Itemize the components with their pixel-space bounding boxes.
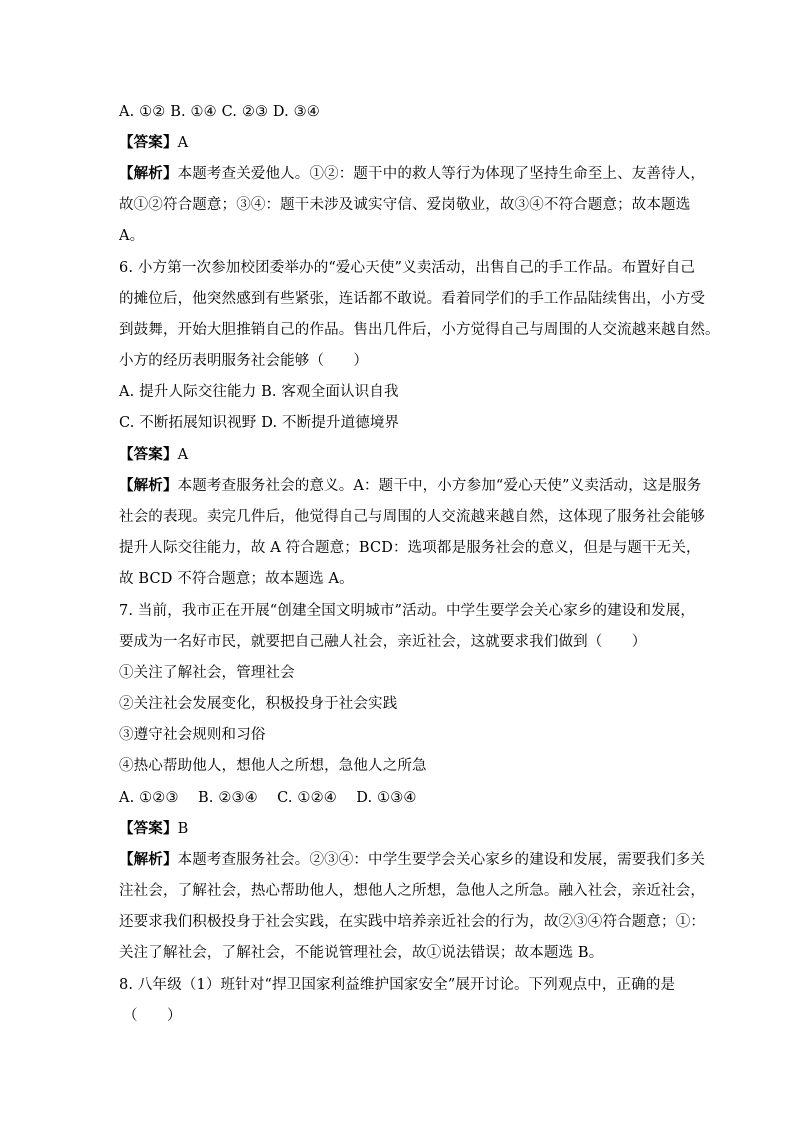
- q7-statement-3: ③遵守社会规则和习俗: [119, 727, 266, 743]
- answer-value: A: [177, 135, 189, 151]
- analysis-text: 本题考查服务社会的意义。A：题干中，小方参加“爱心天使”义卖活动，这是服务: [177, 478, 702, 494]
- q5-analysis-line-3: A。: [119, 228, 145, 244]
- analysis-label: 【解析】: [119, 851, 178, 868]
- answer-value: B: [177, 821, 189, 837]
- analysis-label: 【解析】: [119, 165, 178, 182]
- q6-stem-line-2: 的摊位后，他突然感到有些紧张，连话都不敢说。看着同学们的手工作品陆续售出，小方受: [119, 291, 705, 307]
- q6-answer: [119, 445, 687, 465]
- analysis-text: 本题考查服务社会。②③④：中学生要学会关心家乡的建设和发展，需要我们多关: [177, 852, 706, 868]
- answer-value: A: [177, 447, 189, 463]
- q6-stem-line-1: 6. 小方第一次参加校团委举办的“爱心天使”义卖活动，出售自己的手工作品。布置好自己: [119, 260, 696, 276]
- q7-analysis-line-2: 注社会，了解社会，热心帮助他人，想他人之所想，急他人之所急。融入社会，亲近社会，: [119, 883, 705, 899]
- q8-stem-line-1: 8. 八年级（1）班针对“捍卫国家利益维护国家安全”展开讨论。下列观点中，正确的是: [119, 977, 676, 993]
- q6-analysis-line-1: [119, 476, 702, 496]
- answer-label: 【答案】: [119, 446, 178, 463]
- q7-statement-2: ②关注社会发展变化，积极投身于社会实践: [119, 696, 398, 712]
- q6-stem-line-3: 到鼓舞，开始大胆推销自己的作品。售出几件后，小方觉得自己与周围的人交流越来越自然。: [119, 322, 720, 338]
- answer-label: 【答案】: [119, 820, 178, 837]
- q5-analysis-line-1: [119, 164, 706, 184]
- q7-analysis-line-3: 还要求我们积极投身于社会实践，在实践中培养亲近社会的行为，故②③④符合题意；①：: [119, 914, 705, 930]
- q7-options: A. ①②③ B. ②③④ C. ①②④ D. ①③④: [119, 790, 417, 806]
- q7-analysis-line-4: 关注了解社会，了解社会，不能说管理社会，故①说法错误；故本题选 B。: [119, 945, 604, 961]
- q6-analysis-line-2: 社会的表现。卖完几件后，他觉得自己与周围的人交流越来越自然，这体现了服务社会能够: [119, 509, 705, 525]
- q6-options-line-2: C. 不断拓展知识视野 D. 不断提升道德境界: [119, 415, 400, 431]
- q6-analysis-line-4: 故 BCD 不符合题意；故本题选 A。: [119, 571, 354, 587]
- q7-answer: [119, 819, 687, 839]
- answer-label: 【答案】: [119, 134, 178, 151]
- analysis-text: 本题考查关爱他人。①②：题干中的救人等行为体现了坚持生命至上、友善待人，: [177, 166, 706, 182]
- q6-options-line-1: A. 提升人际交往能力 B. 客观全面认识自我: [119, 384, 399, 400]
- q8-stem-line-2: （ ）: [123, 1008, 182, 1024]
- q5-analysis-line-2: 故①②符合题意；③④：题干未涉及诚实守信、爱岗敬业，故③④不符合题意；故本题选: [119, 197, 691, 213]
- q7-analysis-line-1: [119, 850, 706, 870]
- q6-analysis-line-3: 提升人际交往能力，故 A 符合题意；BCD：选项都是服务社会的意义，但是与题干无关，: [119, 540, 701, 556]
- q7-statement-4: ④热心帮助他人，想他人之所想，急他人之所急: [119, 758, 427, 774]
- q6-stem-line-4: 小方的经历表明服务社会能够（ ）: [119, 353, 369, 369]
- q7-stem-line-2: 要成为一名好市民，就要把自己融人社会，亲近社会，这就要求我们做到（ ）: [119, 634, 647, 650]
- q7-statement-1: ①关注了解社会，管理社会: [119, 665, 295, 681]
- q5-options: A. ①② B. ①④ C. ②③ D. ③④: [119, 104, 320, 120]
- q5-answer: [119, 133, 687, 153]
- analysis-label: 【解析】: [119, 477, 178, 494]
- q7-stem-line-1: 7. 当前，我市正在开展“创建全国文明城市”活动。中学生要学会关心家乡的建设和发展，: [119, 603, 696, 619]
